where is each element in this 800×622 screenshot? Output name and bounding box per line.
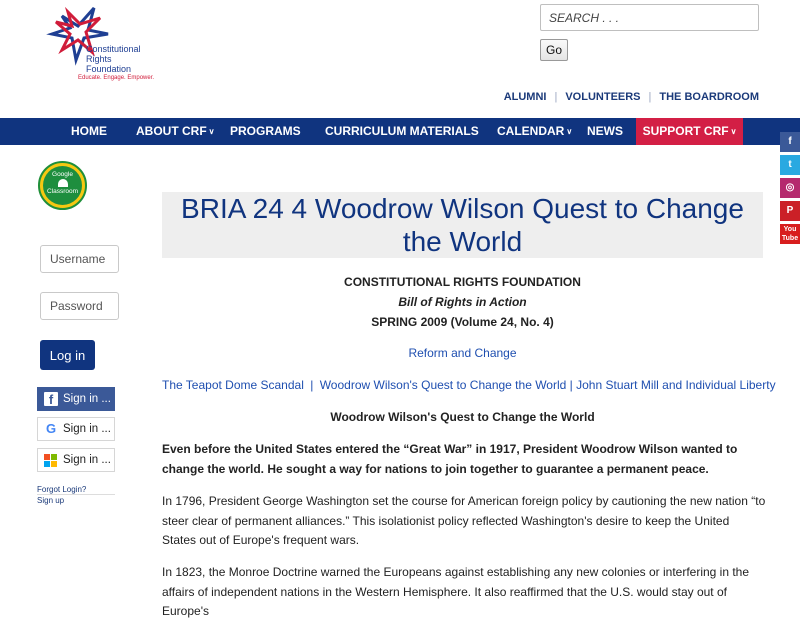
chevron-down-icon: ∨ — [208, 127, 215, 136]
classroom-icon — [58, 179, 68, 187]
go-button[interactable]: Go — [540, 39, 568, 61]
sign-up-link[interactable]: Sign up — [37, 496, 65, 505]
login-button[interactable]: Log in — [40, 340, 95, 370]
page-title: BRIA 24 4 Woodrow Wilson Quest to Change the World — [181, 193, 744, 257]
nav-programs[interactable]: PROGRAMS — [230, 124, 301, 138]
intro-paragraph: Even before the United States entered the “Great War” in 1917, President Woodrow Wilson wanted to change the world. He sought a way for nations to join together to guarantee a permanent peace. — [162, 442, 738, 476]
related-articles — [162, 378, 776, 392]
org-name: CONSTITUTIONAL RIGHTS FOUNDATION — [344, 275, 581, 289]
boardroom-link[interactable]: THE BOARDROOM — [659, 91, 759, 103]
divider — [37, 494, 115, 495]
facebook-icon[interactable]: f — [780, 132, 800, 152]
main-nav — [0, 118, 800, 145]
google-signin-button[interactable]: G Sign in ... — [37, 417, 115, 441]
logo-line1: Constitutional — [86, 44, 141, 54]
separator: | — [310, 378, 314, 392]
logo-line2: Rights — [86, 54, 112, 64]
facebook-signin-button[interactable]: f Sign in ... — [37, 387, 115, 411]
pinterest-icon[interactable]: P — [780, 201, 800, 221]
forgot-login-link[interactable]: Forgot Login? — [37, 485, 87, 494]
nav-support-crf[interactable]: SUPPORT CRF ∨ — [636, 118, 743, 145]
nav-curriculum-materials[interactable]: CURRICULUM MATERIALS — [325, 124, 479, 138]
logo-tagline: Educate. Engage. Empower. — [78, 75, 155, 81]
publication-name: Bill of Rights in Action — [398, 295, 527, 309]
facebook-icon: f — [44, 392, 58, 406]
volunteers-link[interactable]: VOLUNTEERS — [565, 91, 641, 103]
nav-calendar[interactable]: CALENDAR ∨ — [497, 124, 573, 138]
teapot-dome-link[interactable]: The Teapot Dome Scandal — [162, 378, 304, 392]
title-banner — [162, 192, 763, 258]
search-input[interactable] — [540, 4, 759, 31]
body-paragraph: In 1796, President George Washington set the course for American foreign policy by cautioning the new nation “to steer clear of permanent alliances.” This isolationist policy reflected Washington's desire to keep the United States out of Europe's frequent wars. — [162, 494, 766, 547]
twitter-icon[interactable]: t — [780, 155, 800, 175]
google-icon: G — [45, 421, 57, 436]
body-paragraph: In 1823, the Monroe Doctrine warned the Europeans against establishing any new colonies or interfering in the affairs of independent nations in the Western Hemisphere. It also reaffirmed that the U.S. would stay out of Europe's — [162, 565, 750, 618]
alumni-link[interactable]: ALUMNI — [503, 91, 547, 103]
wilson-quest-link[interactable]: Woodrow Wilson's Quest to Change the World — [319, 378, 567, 392]
social-bar — [780, 132, 800, 247]
youtube-icon[interactable]: You Tube — [781, 226, 799, 242]
article-heading: Woodrow Wilson's Quest to Change the World — [330, 410, 595, 424]
password-field[interactable] — [40, 292, 119, 320]
chevron-down-icon: ∨ — [566, 127, 573, 136]
nav-home[interactable]: HOME — [71, 124, 107, 138]
top-links — [504, 91, 759, 103]
username-field[interactable] — [40, 245, 119, 273]
microsoft-icon — [44, 454, 58, 468]
nav-news[interactable]: NEWS — [587, 124, 623, 138]
reform-and-change-link[interactable]: Reform and Change — [408, 346, 517, 360]
separator: | — [554, 91, 558, 103]
chevron-down-icon: ∨ — [730, 127, 737, 136]
john-stuart-mill-link[interactable]: | John Stuart Mill and Individual Liberty — [569, 378, 776, 392]
instagram-icon[interactable]: ◎ — [780, 178, 800, 198]
microsoft-signin-button[interactable]: Sign in ... — [37, 448, 115, 472]
crf-logo[interactable] — [48, 4, 168, 84]
logo-line3: Foundation — [86, 64, 132, 74]
nav-about-crf[interactable]: ABOUT CRF ∨ — [136, 124, 215, 138]
separator: | — [648, 91, 652, 103]
issue-info: SPRING 2009 (Volume 24, No. 4) — [371, 315, 554, 329]
google-classroom-badge[interactable]: Google Classroom — [38, 161, 87, 210]
